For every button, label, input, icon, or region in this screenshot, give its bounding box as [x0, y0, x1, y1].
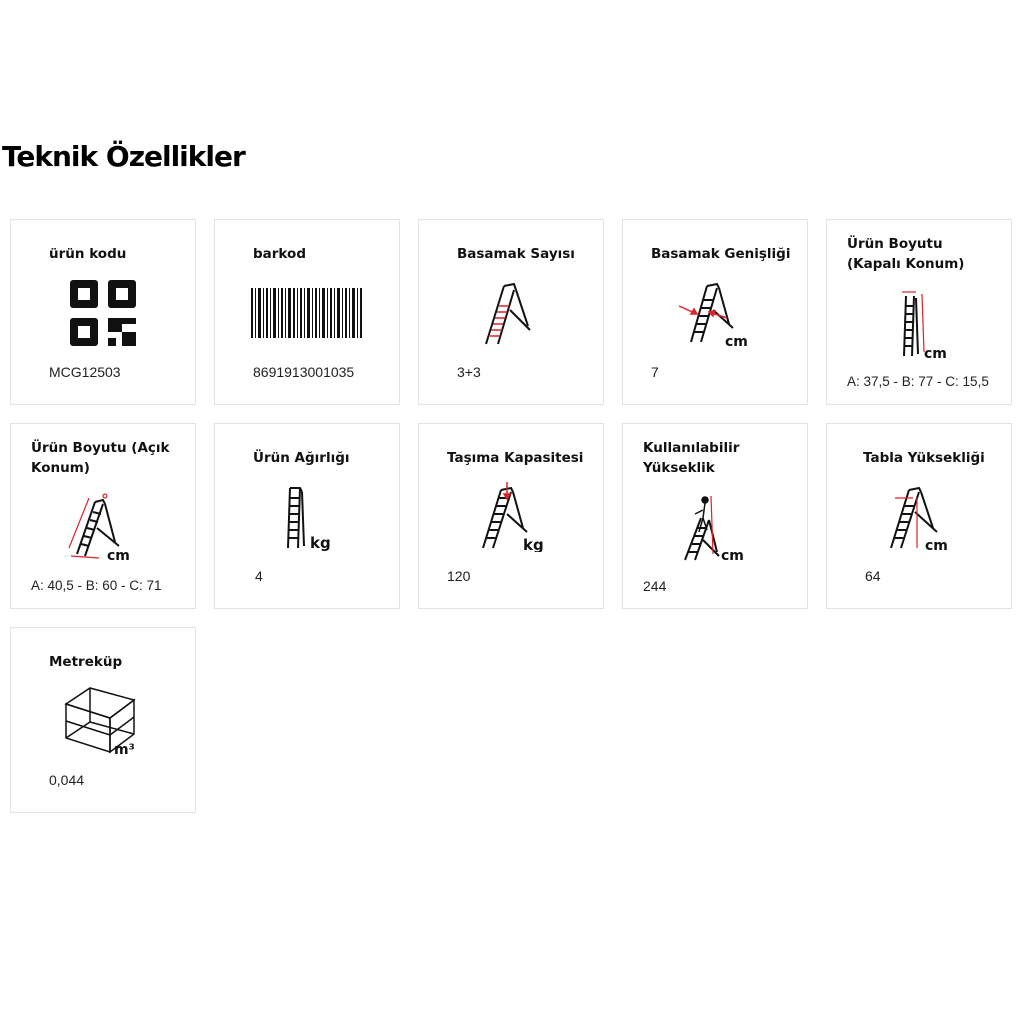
spec-label: Tabla Yüksekliği	[863, 450, 985, 466]
ladder-platform-height-icon	[827, 482, 1011, 552]
spec-value: A: 40,5 - B: 60 - C: 71	[31, 578, 162, 593]
spec-label: Kullanılabilir Yükseklik	[643, 440, 740, 476]
spec-card-urun-boyutu-acik	[10, 423, 196, 609]
spec-card-urun-kodu	[10, 219, 196, 405]
spec-value: A: 37,5 - B: 77 - C: 15,5	[847, 374, 989, 389]
page-title: Teknik Özellikler	[2, 140, 245, 173]
spec-card-urun-agirligi	[214, 423, 400, 609]
spec-value: 3+3	[457, 364, 481, 380]
spec-card-basamak-genisligi	[622, 219, 808, 405]
spec-card-kullanilabilir-yukseklik	[622, 423, 808, 609]
spec-card-urun-boyutu-kapali	[826, 219, 1012, 405]
spec-label: ürün kodu	[49, 246, 127, 262]
spec-value: 120	[447, 568, 471, 584]
ladder-steps-icon	[419, 278, 603, 348]
spec-value: 244	[643, 578, 667, 594]
spec-card-barkod	[214, 219, 400, 405]
spec-value: 0,044	[49, 772, 85, 788]
spec-card-tasima-kapasitesi	[418, 423, 604, 609]
spec-value: 4	[255, 568, 263, 584]
spec-card-metrekup	[10, 627, 196, 813]
spec-card-tabla-yuksekligi	[826, 423, 1012, 609]
svg-text:m³: m³	[114, 742, 135, 756]
svg-text:cm: cm	[721, 548, 744, 562]
qr-code-icon	[11, 278, 195, 348]
ladder-closed-size-icon	[827, 290, 1011, 360]
ladder-capacity-icon	[419, 482, 603, 552]
svg-text:cm: cm	[725, 334, 748, 348]
spec-value: 7	[651, 364, 659, 380]
svg-text:cm: cm	[107, 548, 130, 562]
spec-label: Metreküp	[49, 654, 123, 670]
svg-text:cm: cm	[925, 538, 948, 552]
ladder-step-width-icon	[623, 278, 807, 348]
spec-label: Basamak Genişliği	[651, 246, 791, 262]
spec-label: Ürün Ağırlığı	[253, 450, 350, 466]
spec-value: MCG12503	[49, 364, 121, 380]
spec-label: Taşıma Kapasitesi	[447, 450, 584, 466]
barcode-icon	[215, 278, 399, 348]
svg-text:cm: cm	[924, 346, 947, 360]
spec-label: Ürün Boyutu (Kapalı Konum)	[847, 236, 965, 272]
spec-value: 64	[865, 568, 881, 584]
spec-value: 8691913001035	[253, 364, 355, 380]
ladder-usable-height-icon	[623, 492, 807, 562]
svg-text:kg: kg	[523, 536, 544, 552]
spec-label: barkod	[253, 246, 306, 262]
cube-volume-icon	[11, 686, 195, 756]
spec-card-basamak-sayisi	[418, 219, 604, 405]
ladder-weight-icon	[215, 482, 399, 552]
spec-label: Ürün Boyutu (Açık Konum)	[31, 440, 170, 476]
svg-text:kg: kg	[310, 534, 331, 552]
spec-label: Basamak Sayısı	[457, 246, 575, 262]
ladder-open-size-icon	[11, 492, 195, 562]
